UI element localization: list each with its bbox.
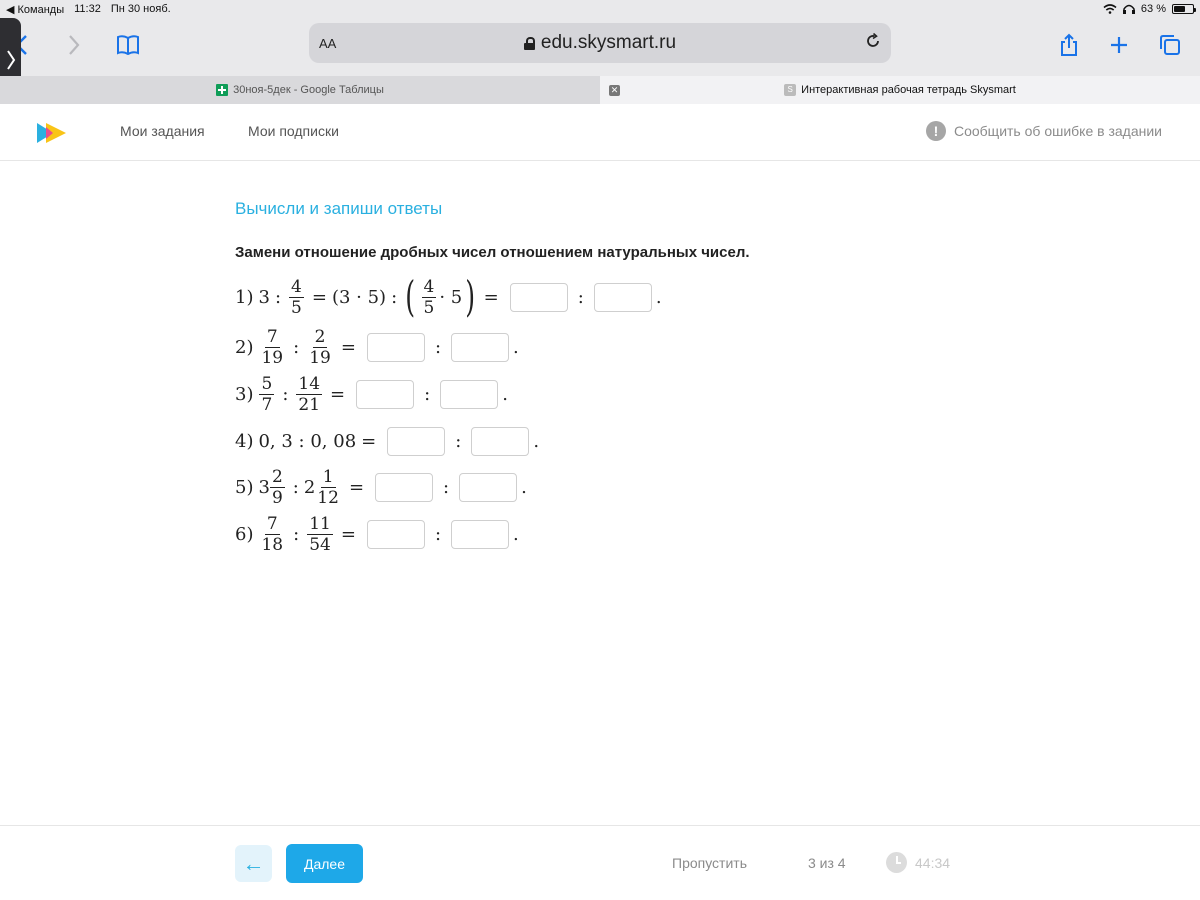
skip-button[interactable]: Пропустить [672, 855, 747, 871]
colon-sign: : [434, 524, 442, 545]
headphones-icon [1123, 4, 1135, 14]
tab-bar [0, 76, 1200, 104]
numerator: 14 [298, 374, 321, 394]
period: . [521, 477, 527, 498]
equals-sign: = [330, 384, 346, 405]
colon-sign: : [274, 286, 282, 308]
product-term: (3 · 5) [331, 286, 387, 308]
tab-google-sheets[interactable] [0, 76, 600, 104]
answer-input-5a[interactable] [375, 473, 433, 502]
chevron-right-icon[interactable] [57, 28, 91, 62]
answer-input-6b[interactable] [451, 520, 509, 549]
numerator: 2 [271, 467, 283, 487]
google-sheets-icon [216, 84, 228, 96]
warning-icon: ! [926, 121, 946, 141]
numerator: 7 [266, 514, 278, 534]
denominator: 18 [261, 535, 284, 555]
colon-sign: : [434, 337, 442, 358]
nav-my-subscriptions[interactable]: Мои подписки [248, 123, 339, 139]
timer [886, 852, 950, 873]
denominator: 5 [423, 297, 435, 318]
fraction [259, 514, 285, 555]
equals-sign: = [340, 524, 356, 545]
plus-icon[interactable] [1102, 28, 1136, 62]
battery-fill [1174, 6, 1185, 12]
left-paren: ( [405, 272, 416, 321]
colon-sign: : [282, 384, 289, 405]
back-to-app-link[interactable]: ◀ Команды [6, 3, 65, 16]
colon-sign: : [577, 286, 584, 308]
address-bar[interactable] [309, 23, 891, 63]
task-heading: Вычисли и запиши ответы [235, 199, 443, 218]
period: . [502, 384, 508, 405]
tab-title: Интерактивная рабочая тетрадь Skysmart [801, 84, 1016, 96]
answer-input-2b[interactable] [451, 333, 509, 362]
equals-sign: = [348, 477, 365, 498]
answer-input-5b[interactable] [459, 473, 517, 502]
right-paren: ) [465, 272, 476, 321]
answer-input-2a[interactable] [367, 333, 425, 362]
fraction [296, 374, 322, 415]
colon-sign: : [293, 337, 300, 358]
equals-sign: = [311, 286, 327, 308]
exercise-4 [235, 427, 539, 456]
answer-input-1a[interactable] [510, 283, 568, 312]
colon-sign: : [424, 384, 431, 405]
numerator: 1 [322, 467, 334, 487]
denominator: 19 [309, 348, 331, 368]
exercise-2 [235, 327, 519, 368]
answer-input-4b[interactable] [471, 427, 529, 456]
numerator: 7 [266, 327, 278, 347]
answer-input-1b[interactable] [594, 283, 652, 312]
book-icon[interactable] [111, 28, 145, 62]
wifi-icon [1103, 4, 1117, 14]
denominator: 7 [261, 395, 273, 415]
exercise-1 [235, 272, 662, 321]
exercise-label: 1) [235, 286, 254, 308]
fraction [259, 327, 285, 368]
status-date: Пн 30 нояб. [110, 3, 171, 15]
equals-sign: = [340, 337, 356, 358]
equals-sign: = [361, 431, 377, 452]
arrow-left-icon: ← [242, 850, 265, 876]
progress-indicator: 3 из 4 [808, 855, 846, 871]
close-icon[interactable]: ✕ [610, 85, 619, 95]
chevron-right-icon [6, 49, 16, 71]
colon-sign: : [443, 477, 450, 498]
next-button[interactable]: Далее [286, 844, 363, 883]
numerator: 4 [423, 276, 435, 297]
task-instruction: Замени отношение дробных чисел отношением натуральных чисел. [235, 244, 750, 261]
task-footer [0, 825, 1200, 900]
period: . [513, 524, 519, 545]
term: 3 [258, 286, 270, 308]
fraction [289, 277, 304, 318]
fraction [259, 374, 274, 415]
fraction [307, 514, 333, 555]
whole-part: 2 [303, 477, 316, 498]
battery-icon [1172, 4, 1194, 14]
url-text: edu.skysmart.ru [540, 32, 677, 53]
timer-value: 44:34 [915, 854, 951, 871]
period: . [513, 337, 519, 358]
product-term: · 5 [439, 286, 463, 308]
colon-sign: : [293, 524, 300, 545]
exercise-label: 5) [235, 477, 254, 498]
status-time: 11:32 [74, 3, 101, 15]
report-error-label: Сообщить об ошибке в задании [953, 123, 1162, 139]
numerator: 5 [261, 374, 273, 394]
fraction [270, 467, 285, 508]
denominator: 5 [291, 297, 302, 318]
nav-my-tasks[interactable]: Мои задания [120, 123, 205, 139]
exercise-5 [235, 467, 527, 508]
colon-sign: : [391, 286, 398, 308]
reader-settings-button[interactable]: AA [319, 35, 337, 51]
answer-input-3b[interactable] [440, 380, 498, 409]
reload-icon[interactable] [865, 33, 881, 54]
numerator: 2 [314, 327, 326, 347]
battery-percent: 63 % [1140, 3, 1166, 15]
lock-icon [524, 37, 535, 50]
equals-sign: = [483, 286, 499, 308]
colon-sign: : [292, 477, 299, 498]
status-bar [0, 0, 1200, 18]
exercise-label: 3) [235, 384, 254, 405]
whole-part: 3 [258, 477, 270, 498]
denominator: 12 [317, 488, 339, 508]
report-error-button[interactable] [926, 121, 1162, 141]
fraction [422, 277, 437, 318]
denominator: 54 [309, 535, 331, 555]
fraction [307, 327, 333, 368]
back-button[interactable] [235, 845, 272, 882]
tab-skysmart[interactable] [600, 76, 1200, 104]
answer-input-3a[interactable] [356, 380, 414, 409]
browser-toolbar [0, 18, 1200, 76]
answer-input-6a[interactable] [367, 520, 425, 549]
share-icon[interactable] [1052, 28, 1086, 62]
colon-sign: : [455, 431, 462, 452]
numerator: 11 [309, 514, 331, 534]
denominator: 19 [261, 348, 284, 368]
period: . [533, 431, 540, 452]
exercise-3 [235, 374, 508, 415]
clock-icon [886, 852, 907, 873]
skysmart-favicon-icon: S [784, 84, 796, 96]
period: . [655, 286, 662, 308]
skysmart-logo-icon[interactable] [37, 123, 67, 143]
tab-title: 30ноя-5дек - Google Таблицы [233, 84, 384, 96]
url-display[interactable] [524, 32, 676, 54]
exercise-label: 4) [235, 431, 254, 452]
denominator: 9 [271, 488, 283, 508]
exercise-label: 6) [235, 524, 254, 545]
exercise-6 [235, 514, 519, 555]
fraction [315, 467, 341, 508]
tabs-icon[interactable] [1153, 28, 1187, 62]
exercise-label: 2) [235, 337, 254, 358]
answer-input-4a[interactable] [387, 427, 445, 456]
expression: 0, 3 : 0, 08 [258, 431, 357, 452]
denominator: 21 [298, 395, 321, 415]
site-header [0, 104, 1200, 161]
numerator: 4 [291, 276, 302, 297]
